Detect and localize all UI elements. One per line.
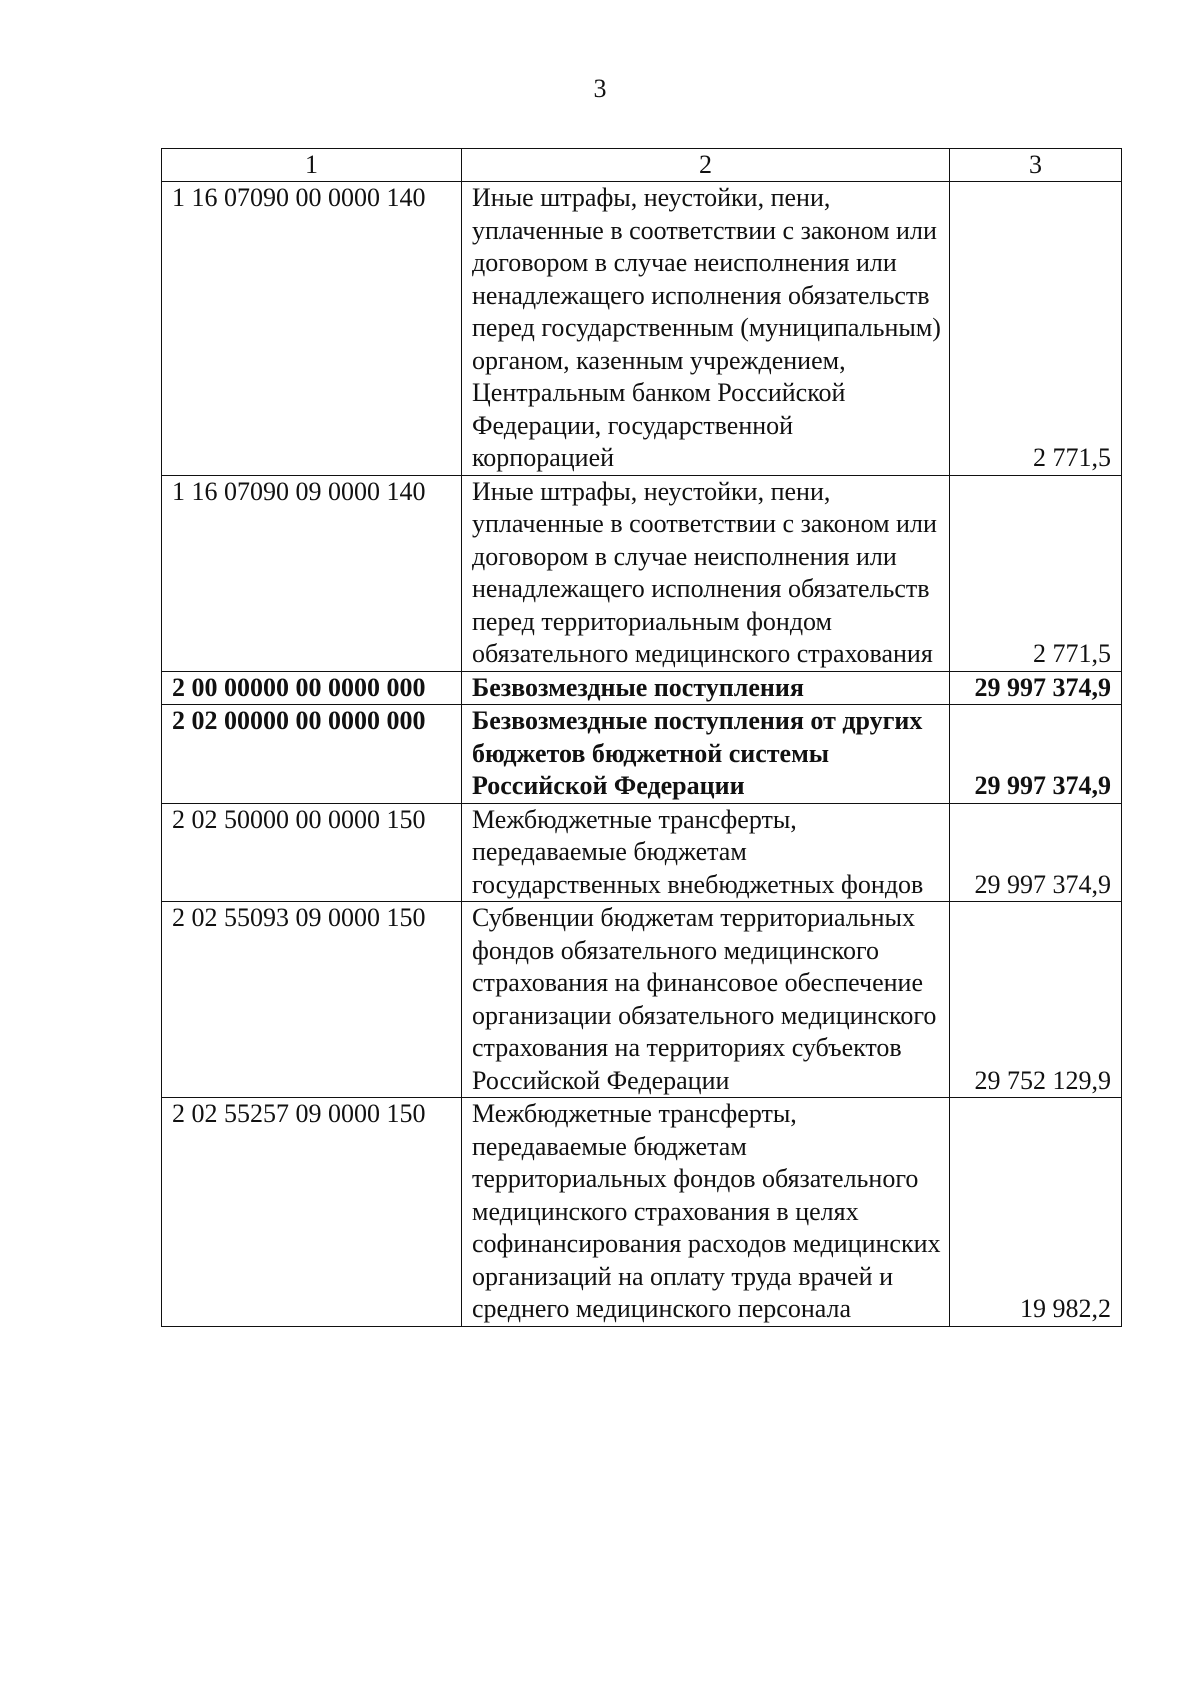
table-row [162,803,1122,902]
row-amount: 29 997 374,9 [950,705,1122,804]
row-code: 2 02 50000 00 0000 150 [162,803,462,902]
budget-revenue-table [161,148,1122,1327]
header-col-name: 2 [462,149,950,182]
row-code: 1 16 07090 09 0000 140 [162,475,462,671]
row-amount: 29 752 129,9 [950,902,1122,1098]
row-amount: 2 771,5 [950,475,1122,671]
page-number: 3 [593,74,607,103]
row-amount: 29 997 374,9 [950,803,1122,902]
row-code: 2 02 00000 00 0000 000 [162,705,462,804]
table-row [162,1098,1122,1327]
row-name: Безвозмездные поступления [462,671,950,705]
row-name: Иные штрафы, неустойки, пени, уплаченные в соответствии с законом или договором в случае неисполнения или ненадлежащего исполнения обязательств перед государственным (муниципальным) органом, казенным учреждением, Центральным банком Российской Федерации, государственной корпорацией [462,182,950,476]
table-row [162,182,1122,476]
row-name: Иные штрафы, неустойки, пени, уплаченные в соответствии с законом или договором в случае неисполнения или ненадлежащего исполнения обязательств перед территориальным фондом обязательного медицинского страхования [462,475,950,671]
row-amount: 19 982,2 [950,1098,1122,1327]
row-name: Субвенции бюджетам территориальных фондов обязательного медицинского страхования на финансовое обеспечение организации обязательного медицинского страхования на территориях субъектов Российской Федерации [462,902,950,1098]
row-amount: 2 771,5 [950,182,1122,476]
row-amount: 29 997 374,9 [950,671,1122,705]
table-row [162,705,1122,804]
row-name: Межбюджетные трансферты, передаваемые бюджетам государственных внебюджетных фондов [462,803,950,902]
row-name: Безвозмездные поступления от других бюджетов бюджетной системы Российской Федерации [462,705,950,804]
table-row [162,902,1122,1098]
table-row [162,475,1122,671]
header-col-amount: 3 [950,149,1122,182]
row-code: 2 00 00000 00 0000 000 [162,671,462,705]
row-code: 1 16 07090 00 0000 140 [162,182,462,476]
table-row [162,671,1122,705]
row-code: 2 02 55257 09 0000 150 [162,1098,462,1327]
table-header-row [162,149,1122,182]
row-name: Межбюджетные трансферты, передаваемые бюджетам территориальных фондов обязательного медицинского страхования в целях софинансирования расходов медицинских организаций на оплату труда врачей и среднего медицинского персонала [462,1098,950,1327]
row-code: 2 02 55093 09 0000 150 [162,902,462,1098]
header-col-code: 1 [162,149,462,182]
